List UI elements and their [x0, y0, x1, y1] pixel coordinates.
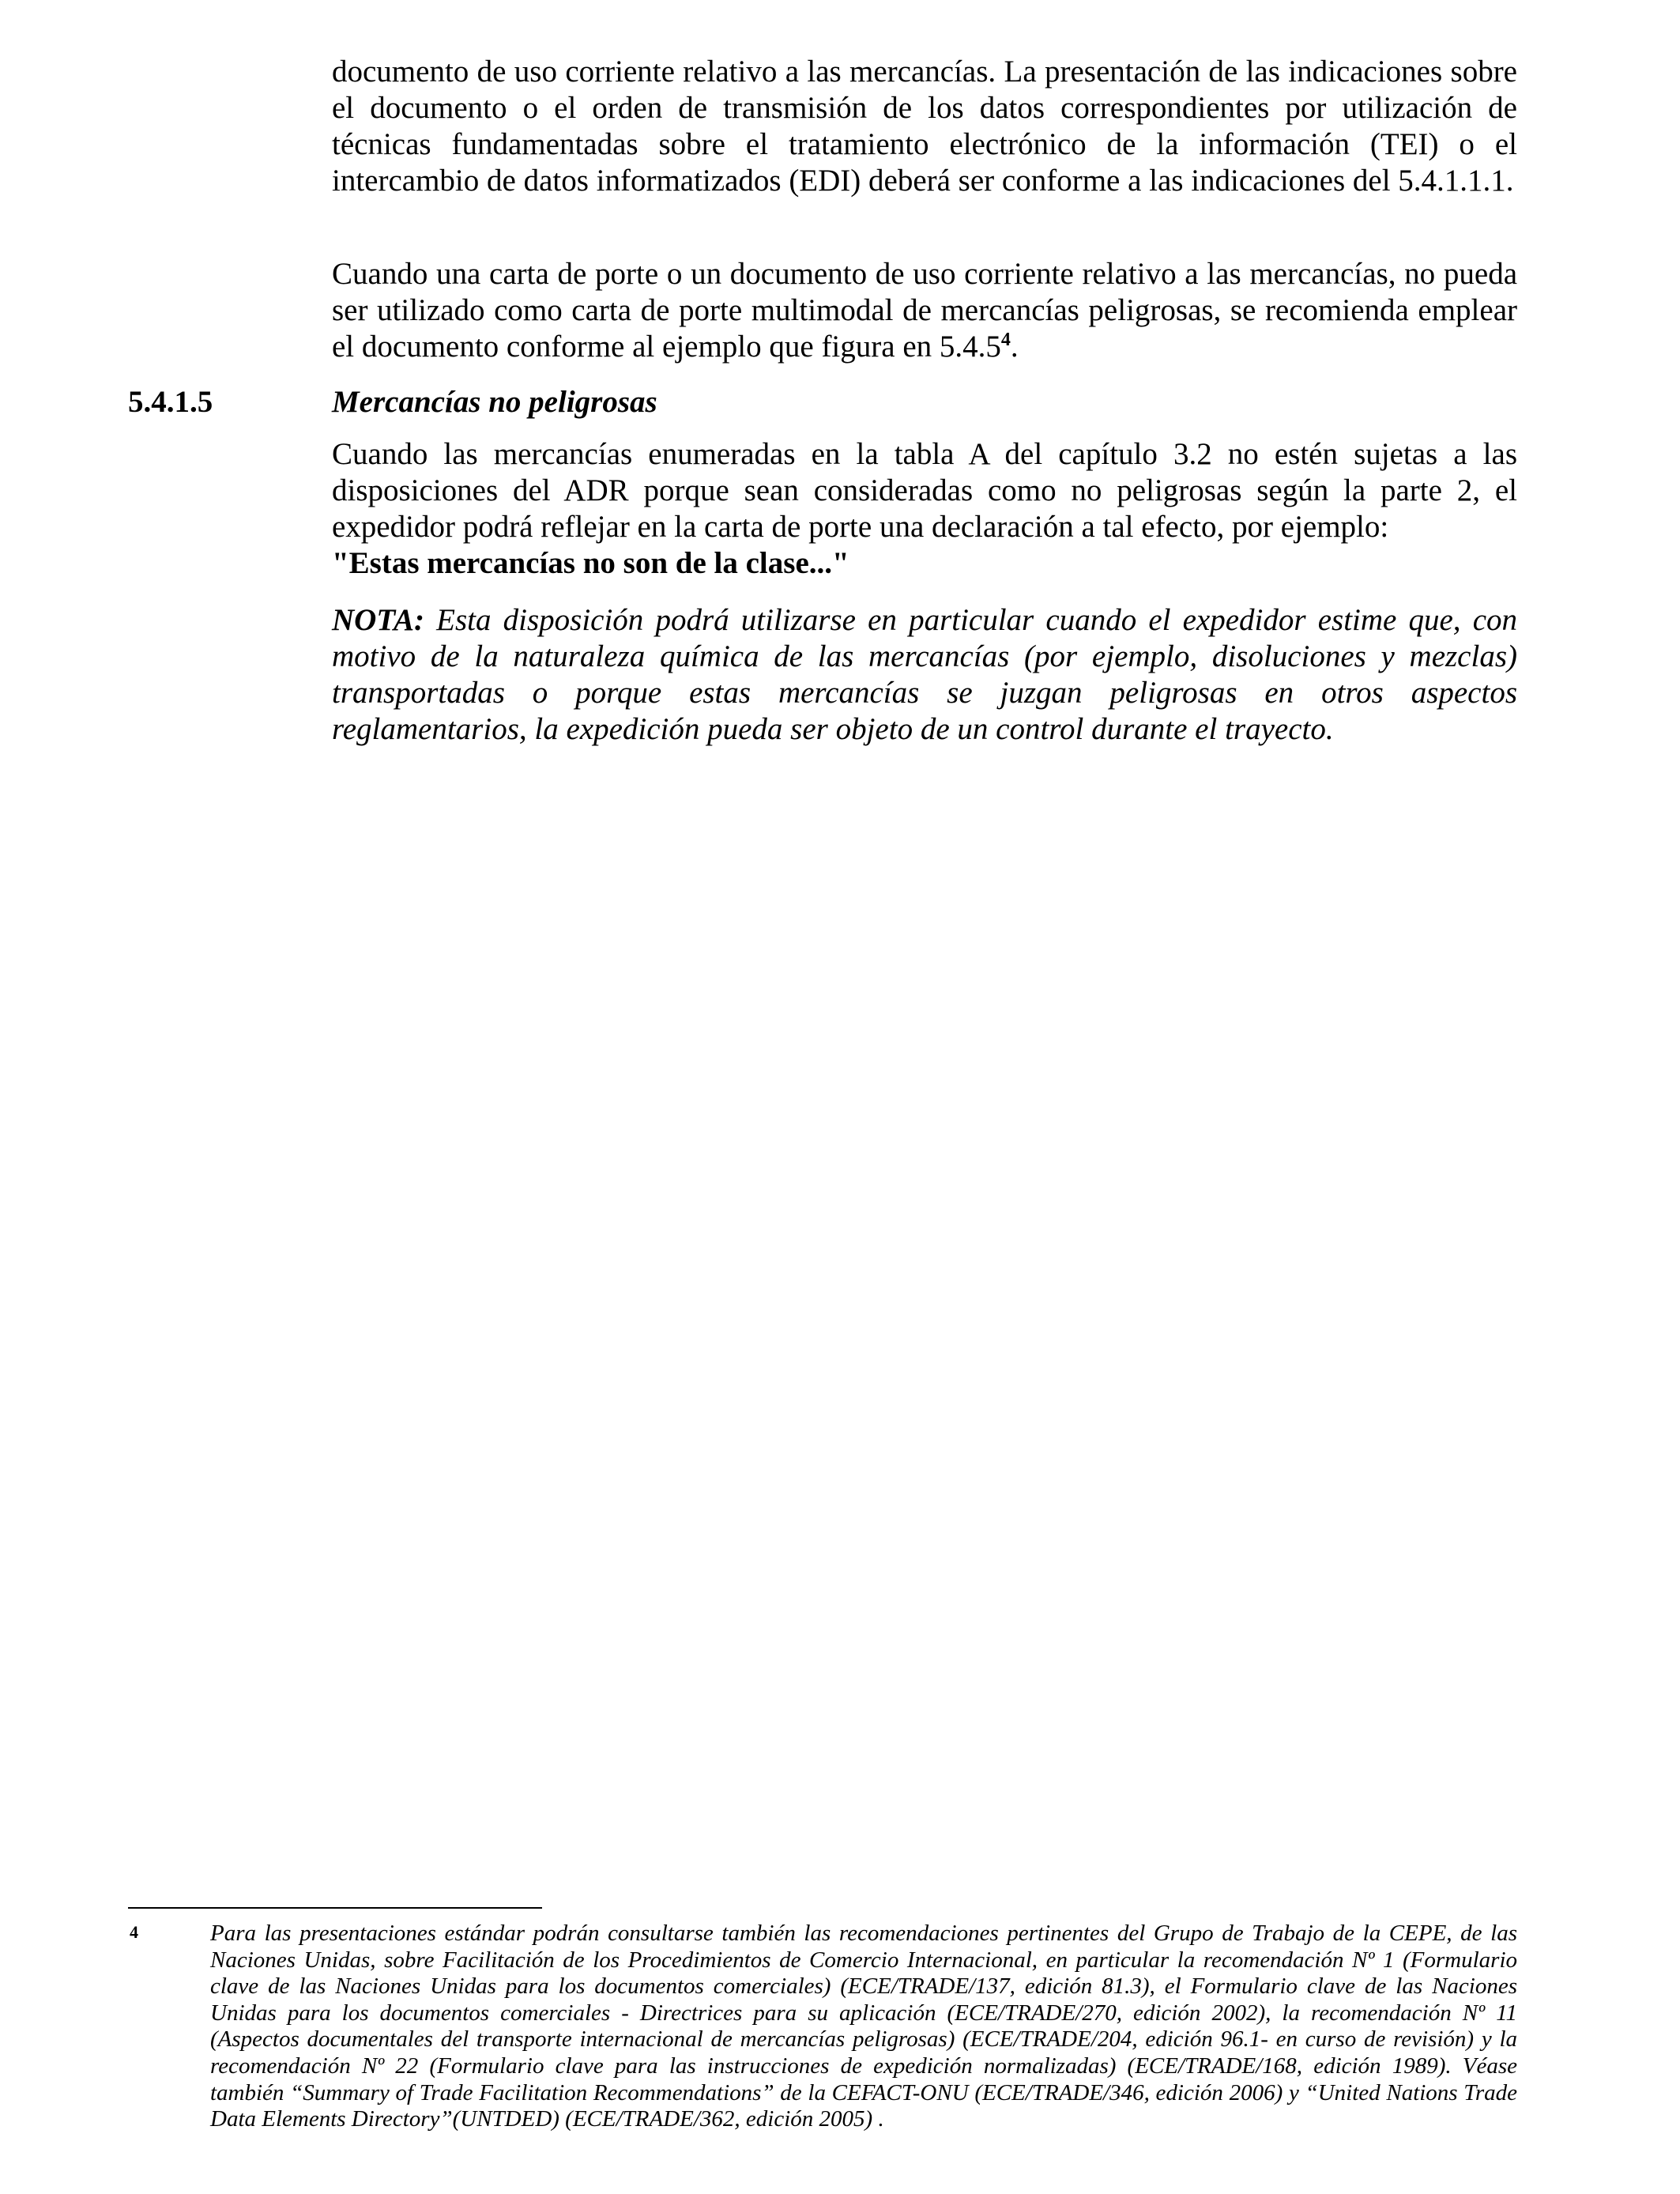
paragraph-continuation: documento de uso corriente relativo a las mercancías. La presentación de las indicaciones sobre el documento o el orden de transmisión de los datos correspondientes por utilización de técnicas fundamentadas sobre el tratamiento electrónico de la información (TEI) o el intercambio de datos informatizados (EDI) deberá ser conforme a las indicaciones del 5.4.1.1.1. [332, 55, 1517, 198]
section-title: Mercancías no peligrosas [332, 385, 657, 419]
paragraph-recommendation [332, 256, 1517, 365]
section-paragraph-text: Cuando las mercancías enumeradas en la tabla A del capítulo 3.2 no estén sujetas a las disposiciones del ADR porque sean consideradas como no peligrosas según la parte 2, el expedidor podrá reflejar en la carta de porte una declaración a tal efecto, por ejemplo: [332, 437, 1517, 544]
footnote-reference[interactable]: 4 [1000, 330, 1011, 350]
section-paragraph [332, 436, 1517, 582]
footnote-mark: 4 [130, 1922, 138, 1942]
example-declaration: "Estas mercancías no son de la clase..." [332, 546, 849, 580]
note-text: Esta disposición podrá utilizarse en particular cuando el expedidor estime que, con motivo de la naturaleza química de las mercancías (por ejemplo, disoluciones y mezclas) transportadas o porque estas mercancías se juzgan peligrosas en otros aspectos reglamentarios, la expedición pueda ser objeto de un control durante el trayecto. [332, 603, 1518, 746]
section-number: 5.4.1.5 [128, 385, 213, 419]
paragraph-recommendation-text: Cuando una carta de porte o un documento de uso corriente relativo a las mercancías, no pueda ser utilizado como carta de porte multimodal de mercancías peligrosas, se recomienda emplear el documento conforme al ejemplo que figura en 5.4.5 [332, 257, 1517, 364]
note-paragraph [332, 602, 1517, 748]
footnote-text: Para las presentaciones estándar podrán consultarse también las recomendaciones pertinentes del Grupo de Trabajo de la CEPE, de las Naciones Unidas, sobre Facilitación de los Procedimientos de Comercio Internacional, en particular la recomendación Nº 1 (Formulario clave de las Naciones Unidas para los documentos comerciales) (ECE/TRADE/137, edición 81.3), el Formulario clave de las Naciones Unidas para los documentos comerciales - Directrices para su aplicación (ECE/TRADE/270, edición 2002), la recomendación Nº 11 (Aspectos documentales del transporte internacional de mercancías peligrosas) (ECE/TRADE/204, edición 96.1- en curso de revisión) y la recomendación Nº 22 (Formulario clave para las instrucciones de expedición normalizadas) (ECE/TRADE/168, edición 1989). Véase también “Summary of Trade Facilitation Recommendations” de la CEFACT-ONU (ECE/TRADE/346, edición 2006) y “United Nations Trade Data Elements Directory”(UNTDED) (ECE/TRADE/362, edición 2005) . [210, 1921, 1517, 2132]
paragraph-recommendation-end: . [1010, 330, 1019, 364]
note-label: NOTA: [332, 603, 424, 637]
footnote-separator [128, 1907, 542, 1909]
